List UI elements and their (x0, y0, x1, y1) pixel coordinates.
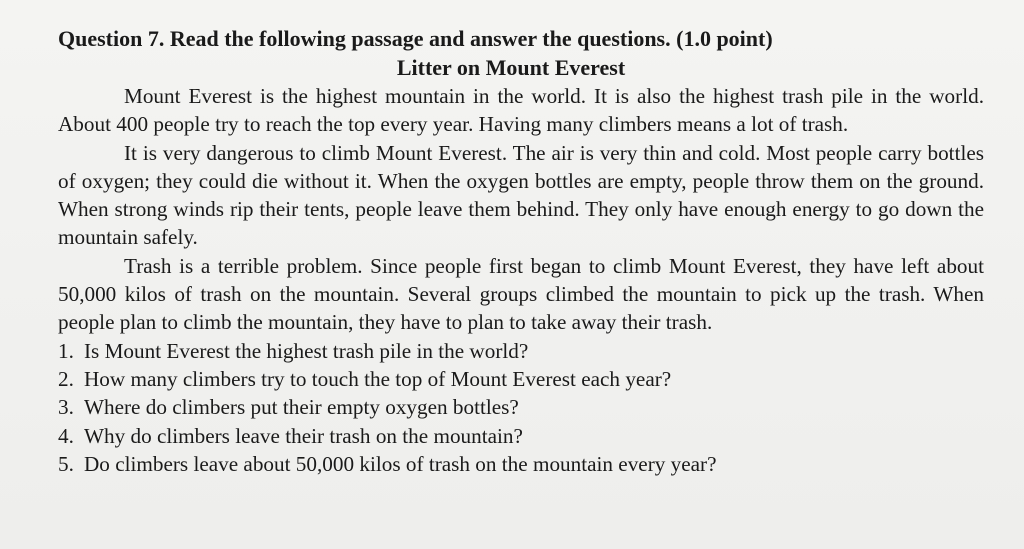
question-number: 2. (58, 367, 74, 392)
question-text: Do climbers leave about 50,000 kilos of trash on the mountain every year? (84, 452, 717, 477)
question-list (58, 337, 984, 479)
question-text: How many climbers try to touch the top of Mount Everest each year? (84, 367, 672, 392)
passage-paragraph: Mount Everest is the highest mountain in the world. It is also the highest trash pile in the world. About 400 people try to reach the top every year. Having many climbers means a lot of trash. (58, 84, 984, 137)
question-number: 3. (58, 395, 74, 420)
passage-paragraph: It is very dangerous to climb Mount Everest. The air is very thin and cold. Most people carry bottles of oxygen; they could die without it. When the oxygen bottles are empty, people throw them on the ground. When strong winds rip their tents, people leave them behind. They only have enough energy to go down the mountain safely. (58, 140, 984, 250)
question-item (58, 422, 984, 450)
passage-body (58, 82, 984, 337)
passage-title: Litter on Mount Everest (396, 55, 626, 80)
question-number: 1. (58, 338, 74, 363)
passage-paragraph: Trash is a terrible problem. Since people first began to climb Mount Everest, they have left about 50,000 kilos of trash on the mountain. Several groups climbed the mountain to pick up the trash. When people plan to climb the mountain, they have to plan to take away their trash. (58, 253, 984, 335)
question-number: 4. (58, 423, 74, 448)
question-number: 5. (58, 452, 74, 477)
question-text: Where do climbers put their empty oxygen bottles? (84, 395, 519, 420)
question-item (58, 365, 984, 393)
question-item (58, 450, 984, 478)
question-item (58, 393, 984, 421)
question-item (58, 337, 984, 365)
question-text: Is Mount Everest the highest trash pile in the world? (84, 338, 529, 363)
question-heading: Question 7. Read the following passage and answer the questions. (1.0 point) (58, 26, 773, 51)
question-text: Why do climbers leave their trash on the mountain? (84, 423, 523, 448)
